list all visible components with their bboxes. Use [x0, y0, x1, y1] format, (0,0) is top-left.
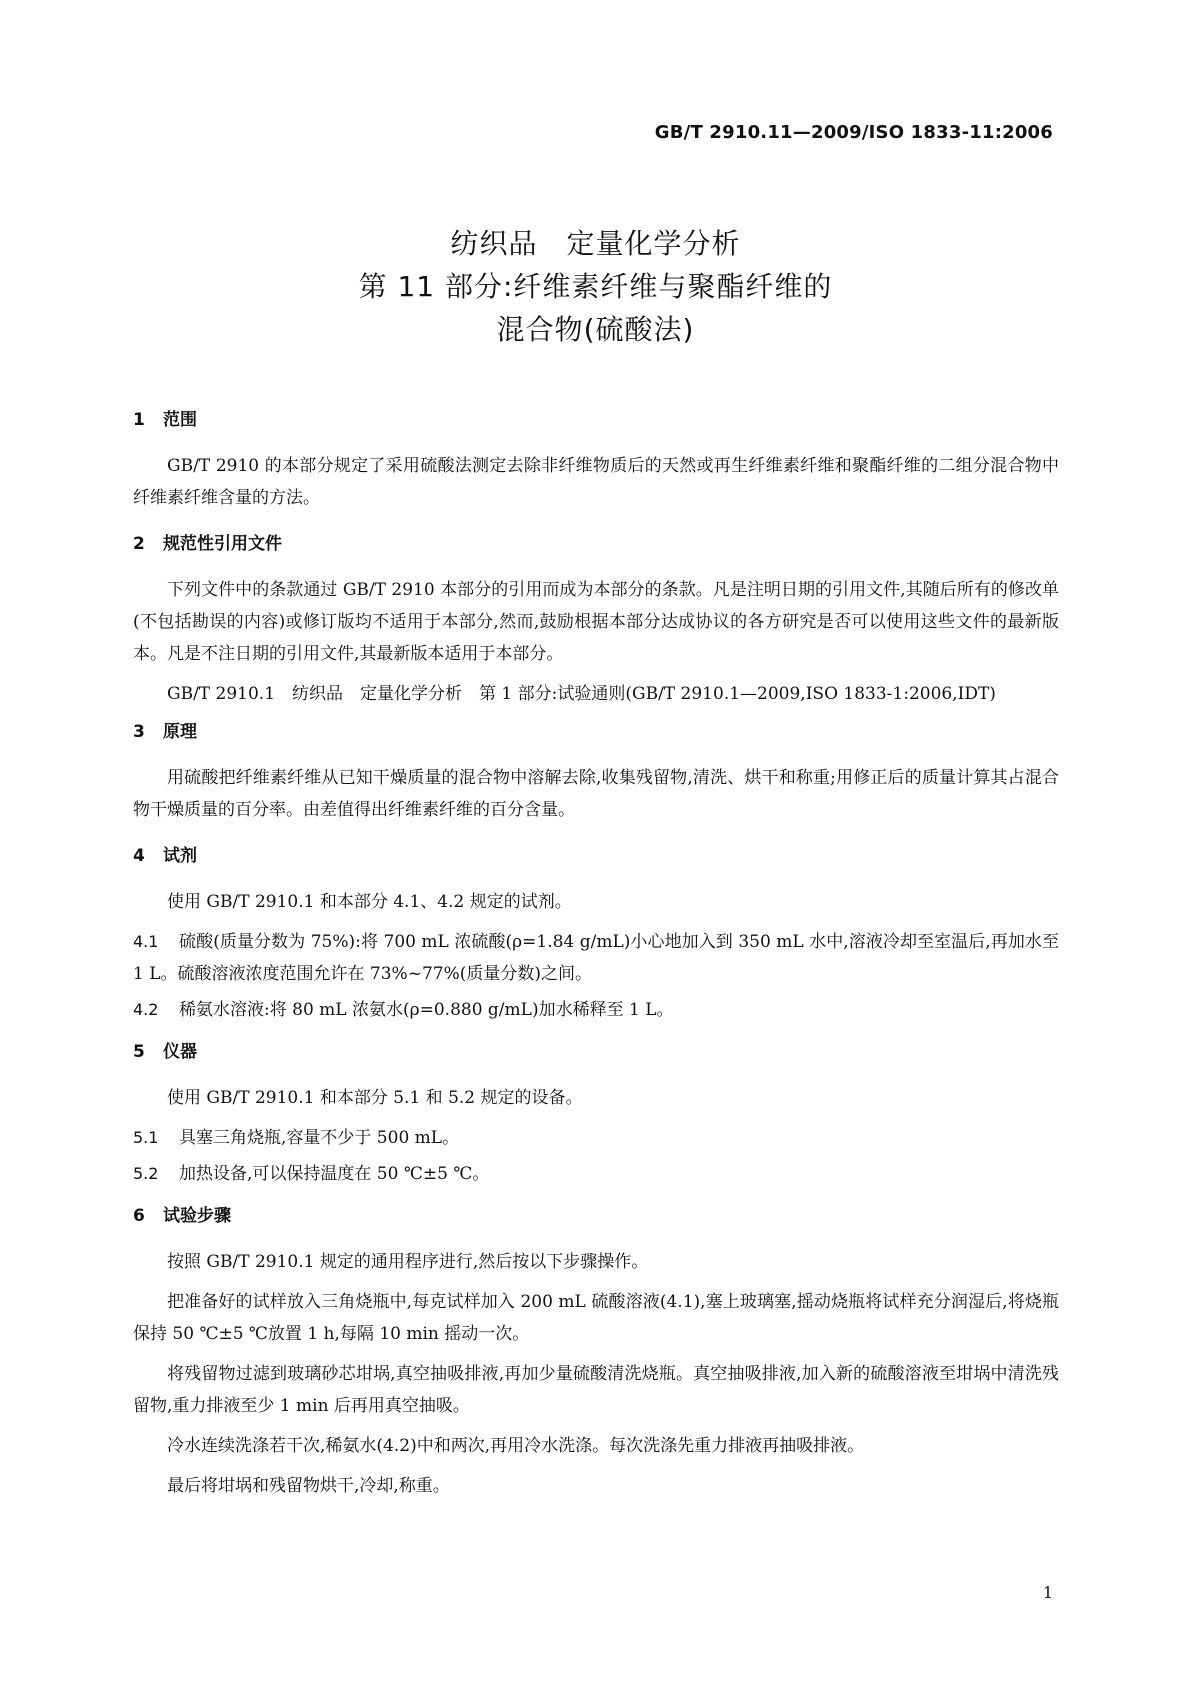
title-line-3: 混合物(硫酸法) [496, 313, 695, 346]
section-6-paragraph-5: 最后将坩埚和残留物烘干,冷却,称重。 [167, 1476, 450, 1496]
clause-5-1 [133, 1122, 1059, 1154]
section-title: 规范性引用文件 [163, 534, 282, 554]
title-line-1: 纺织品 定量化学分析 [450, 227, 741, 260]
standard-number: GB/T 2910.11—2009/ISO 1833-11:2006 [654, 122, 1053, 143]
section-title: 试剂 [163, 846, 197, 866]
section-title: 范围 [163, 410, 197, 430]
section-number: 4 [133, 846, 145, 866]
section-6-paragraph-1: 按照 GB/T 2910.1 规定的通用程序进行,然后按以下步骤操作。 [167, 1252, 649, 1272]
clause-text: 加热设备,可以保持温度在 50 ℃±5 ℃。 [179, 1164, 490, 1184]
section-6-paragraph-4: 冷水连续洗涤若干次,稀氨水(4.2)中和两次,再用冷水洗涤。每次洗涤先重力排液再抽吸排液。 [167, 1436, 865, 1456]
title-line-2: 第 11 部分:纤维素纤维与聚酯纤维的 [358, 270, 833, 303]
clause-4-1 [133, 926, 1059, 990]
section-number: 6 [133, 1206, 145, 1226]
normative-reference: GB/T 2910.1 纺织品 定量化学分析 第 1 部分:试验通则(GB/T 2910.1—2009,ISO 1833-1:2006,IDT) [167, 684, 996, 704]
section-5-paragraph: 使用 GB/T 2910.1 和本部分 5.1 和 5.2 规定的设备。 [167, 1088, 583, 1108]
section-2-paragraph: 下列文件中的条款通过 GB/T 2910 本部分的引用而成为本部分的条款。凡是注明日期的引用文件,其随后所有的修改单(不包括勘误的内容)或修订版均不适用于本部分,然而,鼓励根据本部分达成协议的各方研究是否可以使用这些文件的最新版本。凡是不注日期的引用文件,其最新版本适用于本部分。 [133, 580, 1059, 664]
clause-text: 稀氨水溶液:将 80 mL 浓氨水(ρ=0.880 g/mL)加水稀释至 1 L。 [179, 1000, 674, 1020]
section-3-paragraph: 用硫酸把纤维素纤维从已知干燥质量的混合物中溶解去除,收集残留物,清洗、烘干和称重;用修正后的质量计算其占混合物干燥质量的百分率。由差值得出纤维素纤维的百分含量。 [133, 768, 1059, 820]
document-title [0, 222, 1191, 351]
section-2-heading [133, 532, 1059, 556]
clause-text: 具塞三角烧瓶,容量不少于 500 mL。 [179, 1128, 460, 1148]
section-number: 3 [133, 722, 145, 742]
section-4-paragraph: 使用 GB/T 2910.1 和本部分 4.1、4.2 规定的试剂。 [167, 892, 572, 912]
section-3-heading [133, 720, 1059, 744]
document-body [133, 408, 1059, 1510]
section-title: 原理 [163, 722, 197, 742]
section-1-heading [133, 408, 1059, 432]
section-6-paragraph-3: 将残留物过滤到玻璃砂芯坩埚,真空抽吸排液,再加少量硫酸清洗烧瓶。真空抽吸排液,加入新的硫酸溶液至坩埚中清洗残留物,重力排液至少 1 min 后再用真空抽吸。 [133, 1364, 1059, 1416]
clause-5-2 [133, 1158, 1059, 1190]
page-number: 1 [1042, 1583, 1053, 1602]
clause-4-2 [133, 994, 1059, 1026]
clause-text: 硫酸(质量分数为 75%):将 700 mL 浓硫酸(ρ=1.84 g/mL)小心地加入到 350 mL 水中,溶液冷却至室温后,再加水至 1 L。硫酸溶液浓度范围允许在 73%~77%(质量分数)之间。 [133, 932, 1059, 984]
section-6-paragraph-2: 把准备好的试样放入三角烧瓶中,每克试样加入 200 mL 硫酸溶液(4.1),塞上玻璃塞,摇动烧瓶将试样充分润湿后,将烧瓶保持 50 ℃±5 ℃放置 1 h,每隔 10 min 摇动一次。 [133, 1292, 1059, 1344]
section-title: 试验步骤 [163, 1206, 231, 1226]
section-1-paragraph: GB/T 2910 的本部分规定了采用硫酸法测定去除非纤维物质后的天然或再生纤维素纤维和聚酯纤维的二组分混合物中纤维素纤维含量的方法。 [133, 456, 1059, 508]
section-number: 2 [133, 534, 145, 554]
section-5-heading [133, 1040, 1059, 1064]
clause-number: 5.1 [133, 1128, 159, 1147]
section-number: 5 [133, 1042, 145, 1062]
clause-number: 4.2 [133, 1000, 159, 1019]
section-title: 仪器 [163, 1042, 197, 1062]
section-6-heading [133, 1204, 1059, 1228]
section-number: 1 [133, 410, 145, 430]
clause-number: 4.1 [133, 932, 159, 951]
clause-number: 5.2 [133, 1164, 159, 1183]
section-4-heading [133, 844, 1059, 868]
